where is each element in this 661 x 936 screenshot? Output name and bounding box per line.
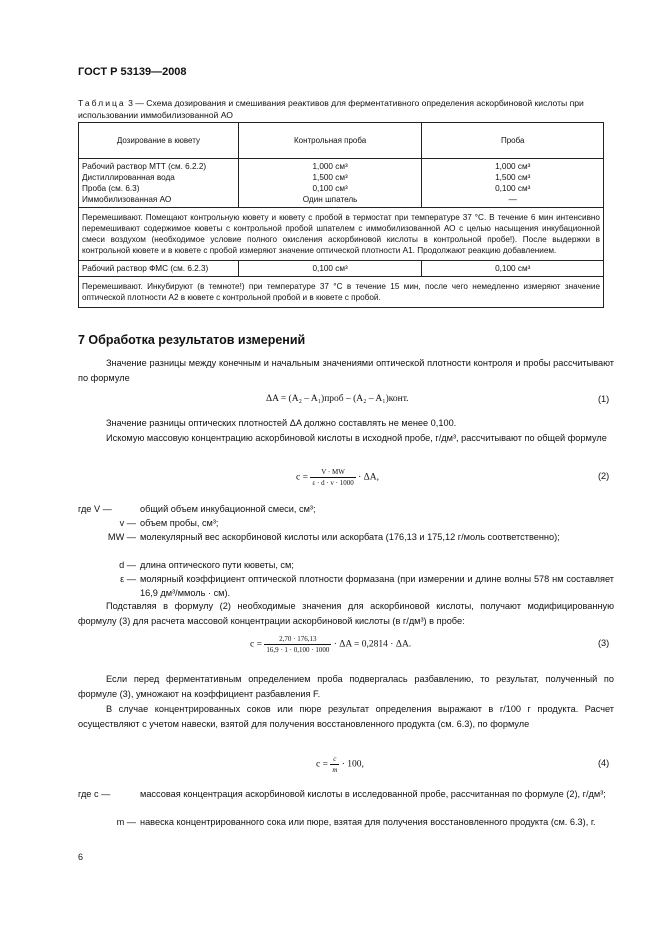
caption-number: 3 — [128, 98, 133, 108]
table-row — [79, 159, 604, 208]
fraction-denominator: ε · d · v · 1000 — [312, 479, 354, 487]
cell-line: — — [508, 195, 517, 204]
formula-fraction — [330, 754, 339, 775]
cell-line: Один шпатель — [302, 195, 358, 204]
table-note: Перемешивают. Помещают контрольную кювету и кювету с пробой в термостат при температуре 37 °С. В течение 6 мин интенсивно перемешивают содержимое кюветы с контрольной пробой шпателем с иммобилизованной АО с целью насыщения инкубационной смеси воздухом (необходимое условие полного окисления аскорбиновой кислоты в контрольной пробе!). После выдержки в контрольной кювете и в кювете с пробой измеряют значение оптической плотности A1. Продолжают реакцию добавлением. — [79, 208, 604, 261]
formula-fraction — [264, 634, 331, 655]
table-cell: Рабочий раствор ФМС (см. 6.2.3) — [79, 261, 239, 277]
formula-lhs: c = — [316, 759, 328, 770]
formula-rhs: · ΔA = 0,2814 · ΔA. — [333, 639, 412, 650]
table-cell — [79, 159, 239, 208]
cell-line: 0,100 см³ — [495, 184, 531, 193]
definition-symbol: ε — — [120, 574, 136, 584]
table-caption — [78, 97, 598, 121]
fraction-denominator: m — [332, 766, 338, 774]
formula-rhs: · 100, — [341, 759, 364, 770]
cell-line: 0,100 см³ — [312, 184, 348, 193]
cell-line: 1,500 см³ — [495, 173, 531, 182]
paragraph: Если перед ферментативным определением проба подвергалась разбавлению, то результат, полученный по формуле (3), умножают на коэффициент разбавления F. — [78, 674, 614, 699]
definition-text: молекулярный вес аскорбиновой кислоты или аскорбата (176,13 и 175,12 г/моль соответственно); — [140, 532, 560, 542]
table-note: Перемешивают. Инкубируют (в темноте!) при температуре 37 °С в течение 15 мин, после чего немедленно измеряют значение оптической плотности A2 в кювете с контрольной пробой и в кювете с пробой. — [79, 277, 604, 308]
fraction-denominator: 16,9 · 1 · 0,100 · 1000 — [266, 646, 330, 654]
formula-2 — [296, 467, 379, 488]
table-cell: 0,100 см³ — [238, 261, 422, 277]
page-number: 6 — [78, 852, 84, 862]
cell-line: Иммобилизованная АО — [82, 195, 172, 204]
definition-symbol: MW — — [107, 532, 136, 542]
paragraph: Подставляя в формулу (2) необходимые значения для аскорбиновой кислоты, получают модифицированную формулу (3) для расчета массовой концентрации аскорбиновой кислоты (в г/дм³) в пробе: — [78, 601, 614, 626]
section-heading: 7 Обработка результатов измерений — [78, 333, 306, 347]
dosing-table — [78, 122, 604, 308]
caption-label: Таблица — [78, 98, 126, 108]
formula-3 — [250, 634, 411, 655]
fraction-numerator: c — [330, 754, 339, 765]
definition-text: молярный коэффициент оптической плотности формазана (при измерении и длине волны 578 нм составляет 16,9 дм³/ммоль · см). — [140, 574, 614, 598]
table-cell: 0,100 см³ — [422, 261, 604, 277]
paragraph: Значение разницы между конечным и начальным значениями оптической плотности контроля и пробы рассчитывают по формуле — [78, 358, 614, 383]
formula-lhs: c = — [296, 472, 308, 483]
equation-number: (2) — [598, 471, 610, 481]
fraction-numerator: 2,70 · 176,13 — [264, 634, 331, 645]
cell-line: 1,000 см³ — [495, 162, 531, 171]
equation-number: (3) — [598, 638, 610, 648]
formula-lhs: c = — [250, 639, 262, 650]
definition-symbol: m — — [116, 817, 136, 827]
cell-line: 1,500 см³ — [312, 173, 348, 182]
paragraph: Искомую массовую концентрацию аскорбиновой кислоты в исходной пробе, г/дм³, рассчитывают по общей формуле — [106, 433, 607, 443]
definition-text: объем пробы, см³; — [140, 518, 219, 528]
definition-symbol: d — — [119, 560, 136, 570]
equation-number: (1) — [598, 394, 610, 404]
definition-symbol: где c — — [78, 789, 111, 799]
paragraph: Значение разницы оптических плотностей ΔA должно составлять не менее 0,100. — [106, 418, 457, 428]
table-cell — [238, 159, 422, 208]
table-note-row — [79, 208, 604, 261]
caption-text: — Схема дозирования и смешивания реактивов для ферментативного определения аскорбиновой кислоты при использовании иммобилизованной АО — [78, 98, 584, 120]
header-cell: Проба — [422, 123, 604, 159]
formula-rhs: · ΔA, — [358, 472, 380, 483]
definition-text: общий объем инкубационной смеси, см³; — [140, 504, 316, 514]
cell-line: 1,000 см³ — [312, 162, 348, 171]
document-header: ГОСТ Р 53139—2008 — [78, 66, 187, 78]
definition-text: навеска концентрированного сока или пюре, взятая для получения восстановленного продукта (см. 6.3), г. — [140, 817, 596, 827]
equation-number: (4) — [598, 758, 610, 768]
formula-4 — [316, 754, 364, 775]
cell-line: Дистиллированная вода — [82, 173, 175, 182]
definition-symbol: где V — — [78, 504, 112, 514]
table-row — [79, 261, 604, 277]
formula-fraction — [310, 467, 355, 488]
cell-line: Рабочий раствор МТТ (см. 6.2.2) — [82, 162, 207, 171]
header-cell: Дозирование в кювету — [79, 123, 239, 159]
formula-1: ΔA = (A₂ – A₁)проб – (A₂ – A₁)конт. — [266, 394, 409, 404]
fraction-numerator: V · MW — [310, 467, 355, 478]
table-header-row — [79, 123, 604, 159]
table-cell — [422, 159, 604, 208]
definition-text: массовая концентрация аскорбиновой кислоты в исследованной пробе, рассчитанная по формуле (2), г/дм³; — [140, 789, 606, 799]
definition-symbol: v — — [119, 518, 136, 528]
cell-line: Проба (см. 6.3) — [82, 184, 140, 193]
table-note-row — [79, 277, 604, 308]
paragraph: В случае концентрированных соков или пюре результат определения выражают в г/100 г продукта. Расчет осуществляют с учетом навески, взятой для получения восстановленного продукта (см. 6.3), по формуле — [78, 704, 614, 729]
header-cell: Контрольная проба — [238, 123, 422, 159]
definition-text: длина оптического пути кюветы, см; — [140, 560, 294, 570]
